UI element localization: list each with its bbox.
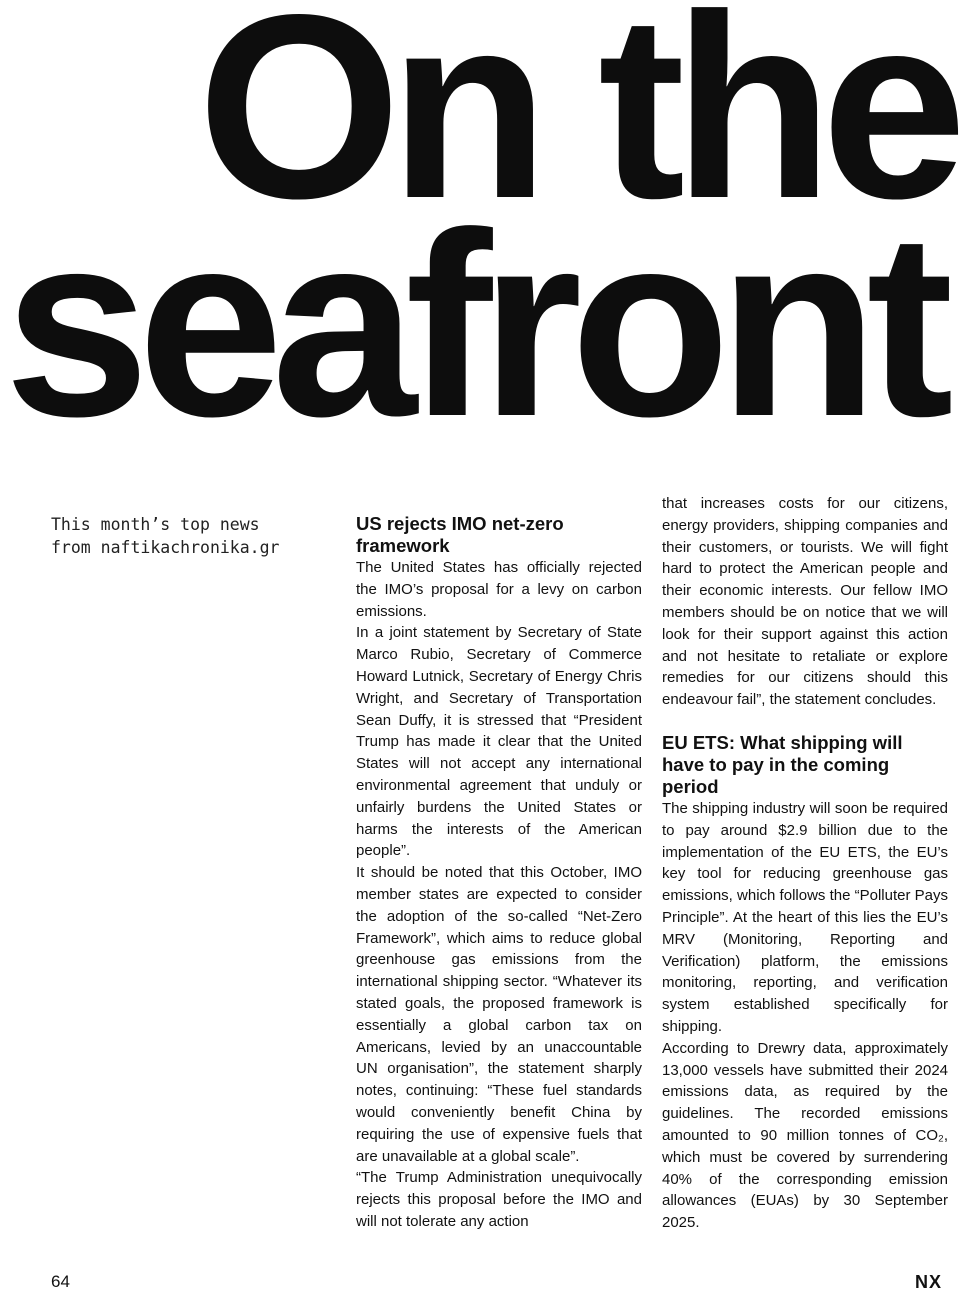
article-1-paragraph: The United States has officially rejected the IMO’s proposal for a levy on carbon emissions. xyxy=(356,559,642,620)
kicker-line-1: This month’s top news xyxy=(51,515,260,534)
article-2-paragraph: According to Drewry data, approximately 13,000 vessels have submitted their 2024 emissions data, as required by the guidelines. The recorded emissions amounted to 90 million tonnes of CO₂, which must be covered by surrendering 40% of the corresponding emission allowances (EUAs) by 30 September 2025. xyxy=(662,1039,948,1232)
article-column-1 xyxy=(356,513,642,1233)
article-2-title: EU ETS: What shipping will have to pay in the coming period xyxy=(662,731,903,797)
article-2-paragraph: The shipping industry will soon be required to pay around $2.9 billion due to the implementation of the EU ETS, the EU’s key tool for reducing greenhouse gas emissions, which follows the “Polluter Pays Principle”. At the heart of this lies the EU’s MRV (Monitoring, Reporting and Verification) platform, the emissions monitoring, reporting, and verification system established specifically for shipping. xyxy=(662,799,948,1035)
headline-line-2: seafront xyxy=(4,178,942,471)
article-1-paragraph: In a joint statement by Secretary of State Marco Rubio, Secretary of Commerce Howard Lutnick, Secretary of Energy Chris Wright, and Secretary of Transportation Sean Duffy, it is stressed that “President Trump has made it clear that the United States will not accept any international environmental agreement that unduly or unfairly burdens the United States or harms the interests of the American people”. xyxy=(356,624,642,860)
magazine-logo: NX xyxy=(914,1272,942,1292)
kicker-line-2: from naftikachronika.gr xyxy=(51,538,280,557)
article-1-continuation: that increases costs for our citizens, energy providers, shipping companies and their customers, or tourists. We will fight hard to protect the American people and their economic interests. Our fellow IMO members should be on notice that we will look for their support against this action and not hesitate to retaliate or explore remedies for our citizens should this endeavour fail”, the statement concludes. xyxy=(662,495,948,709)
article-1-paragraph: “The Trump Administration unequivocally rejects this proposal before the IMO and will not tolerate any action xyxy=(356,1169,642,1230)
article-column-2 xyxy=(662,493,948,1234)
article-1-title: US rejects IMO net-zero framework xyxy=(356,513,564,556)
section-kicker xyxy=(51,513,311,559)
article-1-paragraph: It should be noted that this October, IMO member states are expected to consider the adoption of the so-called “Net-Zero Framework”, which aims to reduce global greenhouse gas emissions from the international shipping sector. “Whatever its stated goals, the proposed framework is essentially a global carbon tax on Americans, levied by an unaccountable UN organisation”, the statement sharply notes, continuing: “These fuel standards would conveniently benefit China by requiring the use of expensive fuels that are unavailable at a global scale”. xyxy=(356,864,642,1165)
page-number: 64 xyxy=(51,1272,70,1291)
headline-line-1: On the xyxy=(197,0,955,253)
